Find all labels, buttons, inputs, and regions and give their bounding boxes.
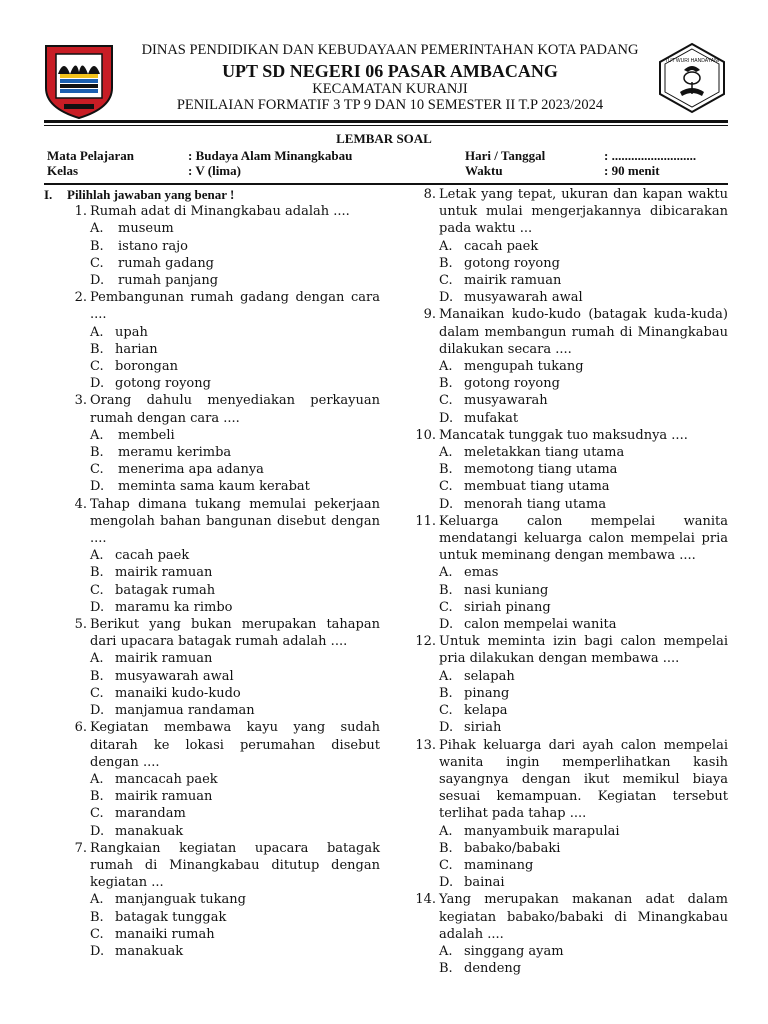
option-text: musyawarah [464,393,548,409]
option-letter: A. [90,892,104,908]
option-text: manjamua randaman [115,703,255,719]
question-text: Untuk meminta izin bagi calon mempelai pria dilakukan dengan membawa .... [439,634,728,667]
question-text: Letak yang tepat, ukuran dan kapan waktu untuk mulai mengerjakannya dibicarakan pada waktu ... [439,187,728,237]
answer-option [44,685,380,702]
answer-option [44,358,380,375]
question-row [414,513,728,565]
question-item [414,513,728,633]
question-item [414,186,728,306]
option-letter: D. [90,823,105,839]
option-letter: B. [439,685,453,701]
answer-option [44,823,380,840]
answer-option [44,564,380,581]
answer-option [44,943,380,960]
option-letter: A. [439,359,453,375]
option-text: siriah pinang [464,599,551,615]
answer-option [414,943,728,960]
answer-option [414,564,728,581]
option-letter: B. [90,341,104,357]
option-text: museum [118,221,174,237]
answer-option [44,582,380,599]
answer-option [414,840,728,857]
question-text: Orang dahulu menyediakan perkayuan rumah dengan cara .... [90,393,380,426]
option-text: musyawarah awal [464,290,583,306]
option-text: pinang [464,685,510,701]
option-letter: C. [90,926,104,942]
answer-option [414,478,728,495]
option-letter: B. [439,840,453,856]
answer-option [414,960,728,977]
question-number: 2. [74,290,87,306]
answer-option [414,461,728,478]
answer-option [414,668,728,685]
subject-label: Mata Pelajaran [47,148,135,163]
right-question-list [414,186,728,977]
question-row [44,289,380,323]
option-text: cacah paek [464,238,539,254]
question-text: Mancatak tunggak tuo maksudnya .... [439,427,688,443]
option-text: meletakkan tiang utama [464,445,625,461]
option-letter: D. [90,943,105,959]
logo-motto-text: TUT WURI HANDAYANI [664,58,720,64]
question-number: 12. [415,634,436,650]
answer-option [414,255,728,272]
answer-option [44,805,380,822]
option-letter: C. [90,806,104,822]
question-number: 3. [74,393,87,409]
option-text: mairik ramuan [115,651,213,667]
option-letter: D. [439,720,454,736]
question-row [44,616,380,650]
answer-option [44,891,380,908]
class-label: Kelas [47,163,79,178]
question-text: Pembangunan rumah gadang dengan cara .... [90,290,380,323]
question-number: 7. [74,840,87,856]
day-label: Hari / Tanggal [465,148,546,163]
answer-option [44,650,380,667]
option-letter: C. [439,599,453,615]
option-letter: B. [439,462,453,478]
header-school-name: UPT SD NEGERI 06 PASAR AMBACANG [222,61,558,81]
option-letter: A. [439,823,453,839]
question-number: 9. [423,307,436,323]
answer-option [44,461,380,478]
question-row [44,203,380,220]
question-item [44,719,380,839]
question-item [414,737,728,892]
question-item [44,496,380,616]
option-letter: A. [90,771,104,787]
option-letter: D. [439,617,454,633]
option-letter: D. [90,479,105,495]
padang-city-logo [44,44,114,120]
option-letter: A. [439,668,453,684]
question-item [414,306,728,426]
answer-option [414,719,728,736]
option-text: manjanguak tukang [115,892,246,908]
option-letter: D. [90,599,105,615]
question-text: Tahap dimana tukang memulai pekerjaan mengolah bahan bangunan disebut dengan .... [90,496,380,547]
answer-option [44,255,380,272]
question-text: Yang merupakan makanan adat dalam kegiatan babako/babaki di Minangkabau adalah .... [439,892,728,942]
answer-option [414,857,728,874]
question-number: 10. [415,427,436,443]
option-text: mufakat [464,410,519,426]
answer-option [414,238,728,255]
answer-option [44,788,380,805]
answer-option [414,702,728,719]
day-value: : .......................... [604,148,697,163]
option-text: maminang [464,857,534,873]
header-district: KECAMATAN KURANJI [312,81,468,97]
option-letter: B. [90,789,104,805]
question-number: 14. [415,892,436,908]
answer-option [44,341,380,358]
option-letter: C. [90,685,104,701]
question-number: 13. [415,737,436,753]
option-text: mairik ramuan [115,789,213,805]
option-text: rumah gadang [118,255,215,271]
option-text: rumah panjang [118,273,219,289]
option-text: meminta sama kaum kerabat [118,479,310,495]
section-instruction: Pilihlah jawaban yang benar ! [67,187,235,202]
option-text: harian [115,341,158,357]
header-agency: DINAS PENDIDIKAN DAN KEBUDAYAAN PEMERINTAHAN KOTA PADANG [141,42,639,58]
answer-option [414,599,728,616]
answer-option [414,392,728,409]
option-text: manakuak [115,823,184,839]
option-letter: A. [439,238,453,254]
question-number: 8. [423,187,436,202]
option-letter: B. [90,668,104,684]
answer-option [44,324,380,341]
option-text: membeli [118,427,175,443]
option-letter: B. [439,255,453,271]
option-letter: A. [439,565,453,581]
answer-option [44,444,380,461]
question-item [44,203,380,289]
option-text: mancacah paek [115,771,218,787]
question-row [44,719,380,771]
question-row [44,392,380,426]
option-text: nasi kuniang [464,582,549,598]
class-value: : V (lima) [188,163,241,178]
answer-option [414,272,728,289]
answer-option [414,496,728,513]
option-text: membuat tiang utama [464,479,610,495]
option-letter: C. [90,359,104,375]
question-row [414,633,728,667]
option-letter: A. [90,548,104,564]
option-letter: A. [90,221,104,237]
answer-option [414,823,728,840]
answer-option [414,289,728,306]
question-item [44,392,380,495]
question-row [414,891,728,943]
answer-option [44,702,380,719]
option-letter: B. [90,238,104,254]
option-letter: D. [90,273,105,289]
answer-option [44,926,380,943]
question-row [414,306,728,358]
option-letter: D. [90,376,105,392]
option-letter: B. [90,565,104,581]
option-letter: C. [439,857,453,873]
right-column [414,186,728,977]
answer-option [44,478,380,495]
option-letter: A. [90,427,104,443]
option-letter: C. [439,479,453,495]
section-number: I. [44,187,53,202]
answer-option [44,909,380,926]
option-letter: D. [439,290,454,306]
answer-option [44,771,380,788]
answer-option [414,375,728,392]
option-text: bainai [464,875,505,891]
option-text: musyawarah awal [115,668,234,684]
answer-option [44,668,380,685]
question-item [414,427,728,513]
answer-option [44,272,380,289]
option-text: cacah paek [115,548,190,564]
question-item [44,616,380,719]
option-text: selapah [464,668,515,684]
question-text: Kegiatan membawa kayu yang sudah ditarah ke lokasi perumahan disebut dengan .... [90,720,380,770]
question-row [44,496,380,548]
question-text: Rumah adat di Minangkabau adalah .... [90,204,350,220]
option-letter: B. [439,961,453,977]
option-text: mengupah tukang [464,359,584,375]
page-title: LEMBAR SOAL [336,131,432,146]
header-assessment: PENILAIAN FORMATIF 3 TP 9 DAN 10 SEMESTER II T.P 2023/2024 [176,97,604,113]
option-text: calon mempelai wanita [464,617,617,633]
question-row [44,840,380,892]
question-row [414,186,728,238]
option-text: babako/babaki [464,840,561,856]
option-text: menerima apa adanya [118,462,264,478]
answer-option [414,358,728,375]
option-text: emas [464,565,499,581]
answer-option [414,874,728,891]
subject-value: : Budaya Alam Minangkabau [188,148,353,163]
answer-option [414,444,728,461]
option-letter: C. [90,255,104,271]
option-letter: A. [439,943,453,959]
header-rule-thin [44,125,728,126]
question-item [414,633,728,736]
answer-option [44,547,380,564]
header-rule-thick [44,120,728,123]
option-text: mairik ramuan [464,273,562,289]
option-letter: D. [90,703,105,719]
option-text: gotong royong [115,376,211,392]
time-label: Waktu [465,163,503,178]
option-text: siriah [464,720,502,736]
answer-option [414,616,728,633]
question-text: Rangkaian kegiatan upacara batagak rumah di Minangkabau ditutup dengan kegiatan ... [90,840,380,891]
question-number: 5. [74,617,87,633]
option-text: mairik ramuan [115,565,213,581]
question-row [414,737,728,823]
option-text: gotong royong [464,255,560,271]
answer-option [44,238,380,255]
question-row [414,427,728,444]
option-letter: C. [90,582,104,598]
option-text: istano rajo [118,238,188,254]
time-value: : 90 menit [604,163,660,178]
option-letter: B. [90,909,104,925]
option-text: borongan [115,359,179,375]
question-text: Keluarga calon mempelai wanita mendatangi keluarga calon mempelai pria untuk meminang dengan membawa .... [439,513,728,564]
option-text: menorah tiang utama [464,496,607,512]
option-letter: D. [439,496,454,512]
option-text: dendeng [464,961,522,977]
option-letter: A. [90,651,104,667]
option-text: batagak tunggak [115,909,227,925]
question-number: 11. [415,513,436,529]
option-text: kelapa [464,703,508,719]
option-text: manaiki kudo-kudo [115,685,241,701]
question-item [44,840,380,960]
option-letter: C. [90,462,104,478]
option-text: meramu kerimba [118,445,232,461]
answer-option [414,410,728,427]
question-number: 4. [74,496,87,512]
question-text: Manaikan kudo-kudo (batagak kuda-kuda) dalam membangun rumah di Minangkabau dilakukan secara .... [439,307,728,357]
option-text: singgang ayam [464,943,564,959]
option-letter: A. [439,445,453,461]
option-letter: D. [439,875,454,891]
option-letter: A. [90,324,104,340]
answer-option [44,220,380,237]
answer-option [44,375,380,392]
option-text: batagak rumah [115,582,216,598]
option-text: manakuak [115,943,184,959]
answer-option [44,427,380,444]
answer-option [44,599,380,616]
question-item [414,891,728,977]
question-item [44,289,380,392]
left-question-list [44,203,380,960]
option-letter: C. [439,393,453,409]
question-text: Berikut yang bukan merupakan tahapan dari upacara batagak rumah adalah .... [90,617,380,650]
section-heading [44,186,380,203]
option-text: marandam [115,806,186,822]
option-text: gotong royong [464,376,560,392]
option-letter: B. [90,445,104,461]
question-number: 6. [74,720,87,736]
option-letter: B. [439,582,453,598]
option-text: manaiki rumah [115,926,215,942]
option-letter: C. [439,703,453,719]
option-letter: D. [439,410,454,426]
left-column [44,186,380,960]
info-rule [44,183,728,185]
question-number: 1. [74,204,87,220]
option-text: upah [115,324,148,340]
option-letter: C. [439,273,453,289]
option-text: manyambuik marapulai [464,823,620,839]
question-text: Pihak keluarga dari ayah calon mempelai wanita ingin memperlihatkan kasih sayangnya dengan ikut memikul biaya sesuai kemampuan. Kegiatan tersebut terlihat pada tahap .... [439,737,728,822]
answer-option [414,582,728,599]
option-letter: B. [439,376,453,392]
option-text: memotong tiang utama [464,462,618,478]
answer-option [414,685,728,702]
option-text: maramu ka rimbo [115,599,233,615]
